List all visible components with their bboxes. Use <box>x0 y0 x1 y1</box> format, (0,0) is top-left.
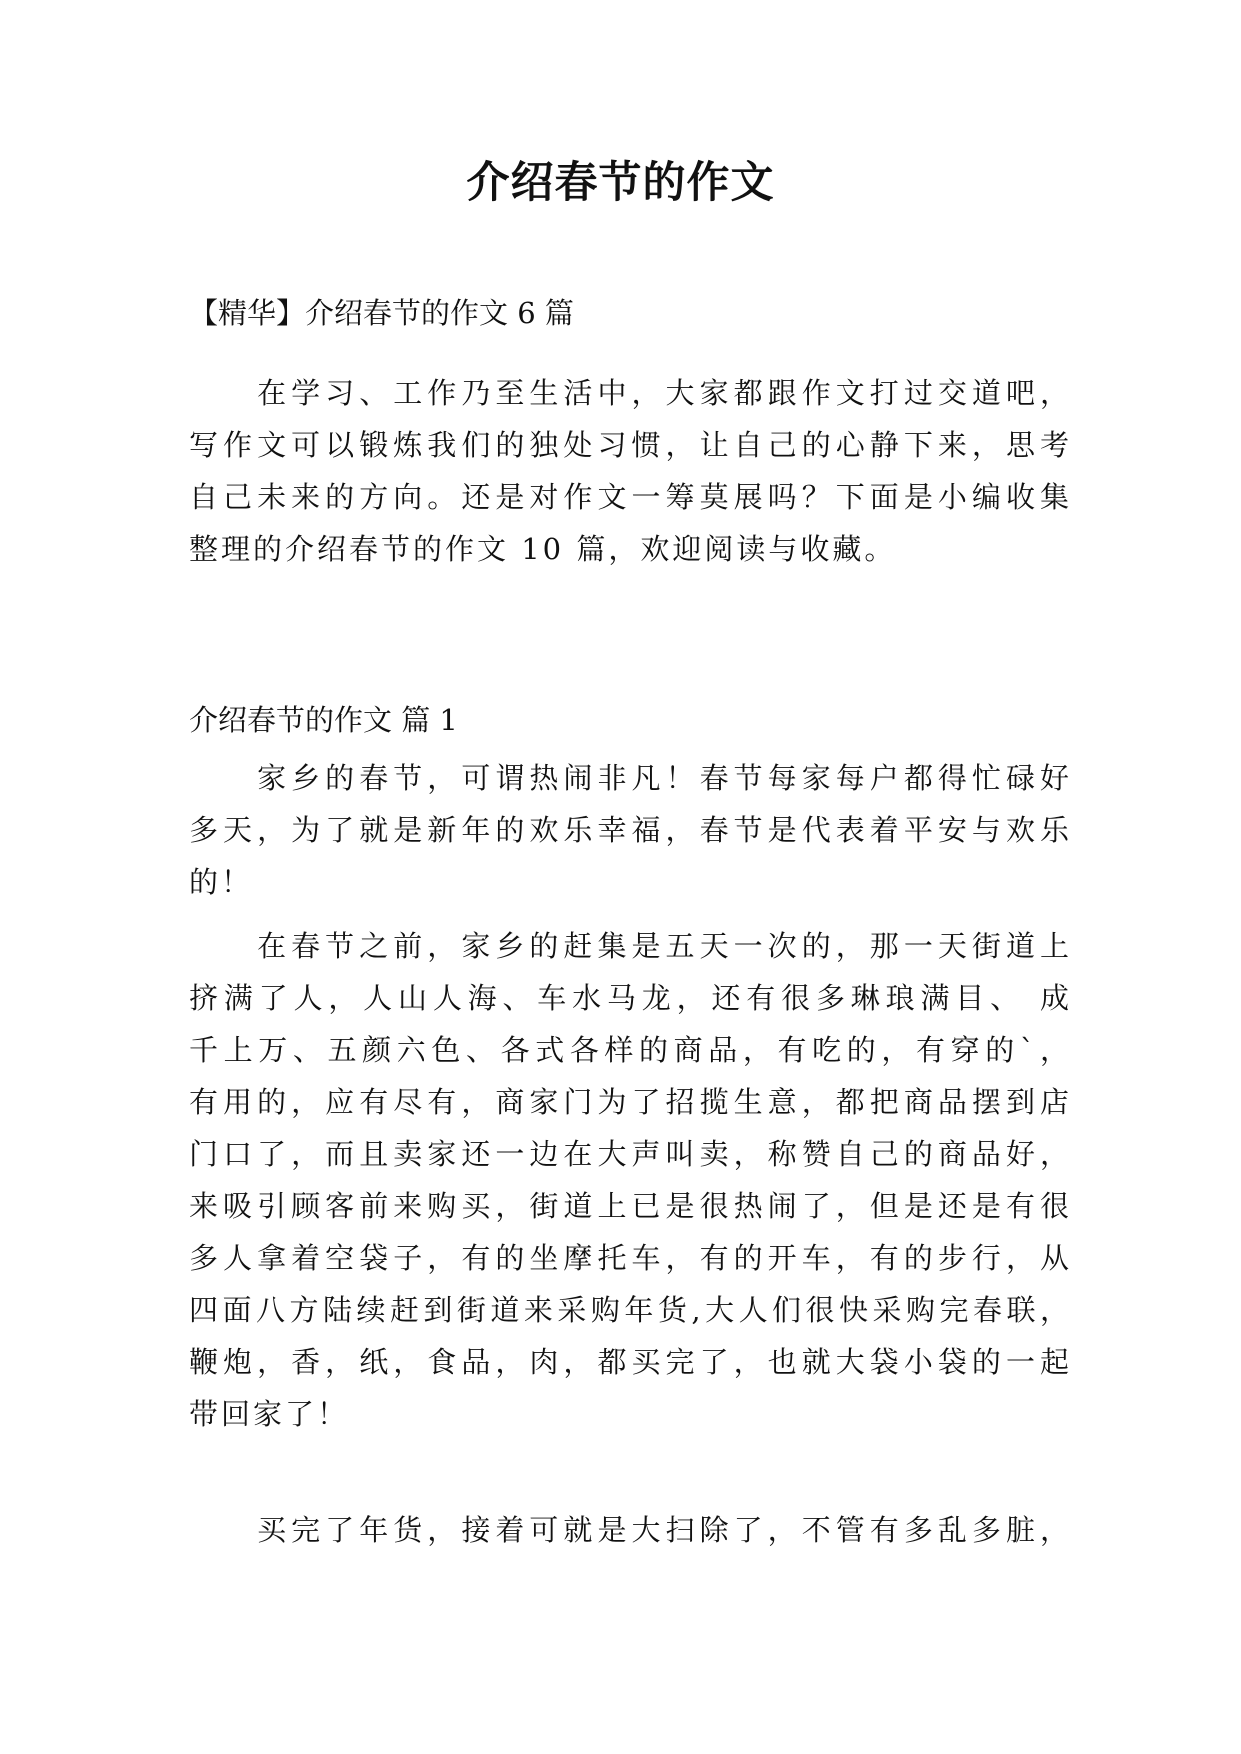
paragraph-line: 来吸引顾客前来购买，街道上已是很热闹了，但是还是有很 <box>189 1189 1069 1223</box>
paragraph-line: 家乡的春节，可谓热闹非凡！春节每家每户都得忙碌好 <box>189 761 1069 795</box>
paragraph-line: 多人拿着空袋子，有的坐摩托车，有的开车，有的步行，从 <box>189 1241 1069 1275</box>
paragraph-line: 四面八方陆续赶到街道来采购年货,大人们很快采购完春联， <box>189 1293 1069 1327</box>
paragraph-line: 门口了，而且卖家还一边在大声叫卖，称赞自己的商品好， <box>189 1137 1069 1171</box>
paragraph-line: 挤满了人，人山人海、车水马龙，还有很多琳琅满目、 成 <box>189 981 1069 1015</box>
paragraph-line: 买完了年货，接着可就是大扫除了，不管有多乱多脏， <box>189 1513 1069 1547</box>
paragraph-3 <box>189 1504 1069 1556</box>
paragraph-line: 带回家了！ <box>189 1397 350 1431</box>
paragraph-line: 千上万、五颜六色、各式各样的商品，有吃的，有穿的`， <box>189 1033 1069 1067</box>
paragraph-line: 鞭炮，香，纸，食品，肉，都买完了，也就大袋小袋的一起 <box>189 1345 1069 1379</box>
paragraph-line: 写作文可以锻炼我们的独处习惯，让自己的心静下来，思考 <box>189 428 1069 462</box>
document-title: 介绍春节的作文 <box>466 158 775 208</box>
paragraph-2 <box>189 920 1069 1440</box>
paragraph-line: 自己未来的方向。还是对作文一筹莫展吗？下面是小编收集 <box>189 480 1069 514</box>
paragraph-1 <box>189 752 1069 908</box>
paragraph-line: 的！ <box>189 865 254 899</box>
paragraph-line: 在学习、工作乃至生活中，大家都跟作文打过交道吧， <box>189 376 1069 410</box>
paragraph-line: 整理的介绍春节的作文 10 篇，欢迎阅读与收藏。 <box>189 532 897 566</box>
paragraph-line: 有用的，应有尽有，商家门为了招揽生意，都把商品摆到店 <box>189 1085 1069 1119</box>
intro-paragraph <box>189 367 1069 575</box>
paragraph-line: 在春节之前，家乡的赶集是五天一次的，那一天街道上 <box>189 929 1069 963</box>
document-subtitle: 【精华】介绍春节的作文 6 篇 <box>189 296 574 330</box>
paragraph-line: 多天，为了就是新年的欢乐幸福，春节是代表着平安与欢乐 <box>189 813 1069 847</box>
section-heading: 介绍春节的作文 篇 1 <box>189 703 458 737</box>
